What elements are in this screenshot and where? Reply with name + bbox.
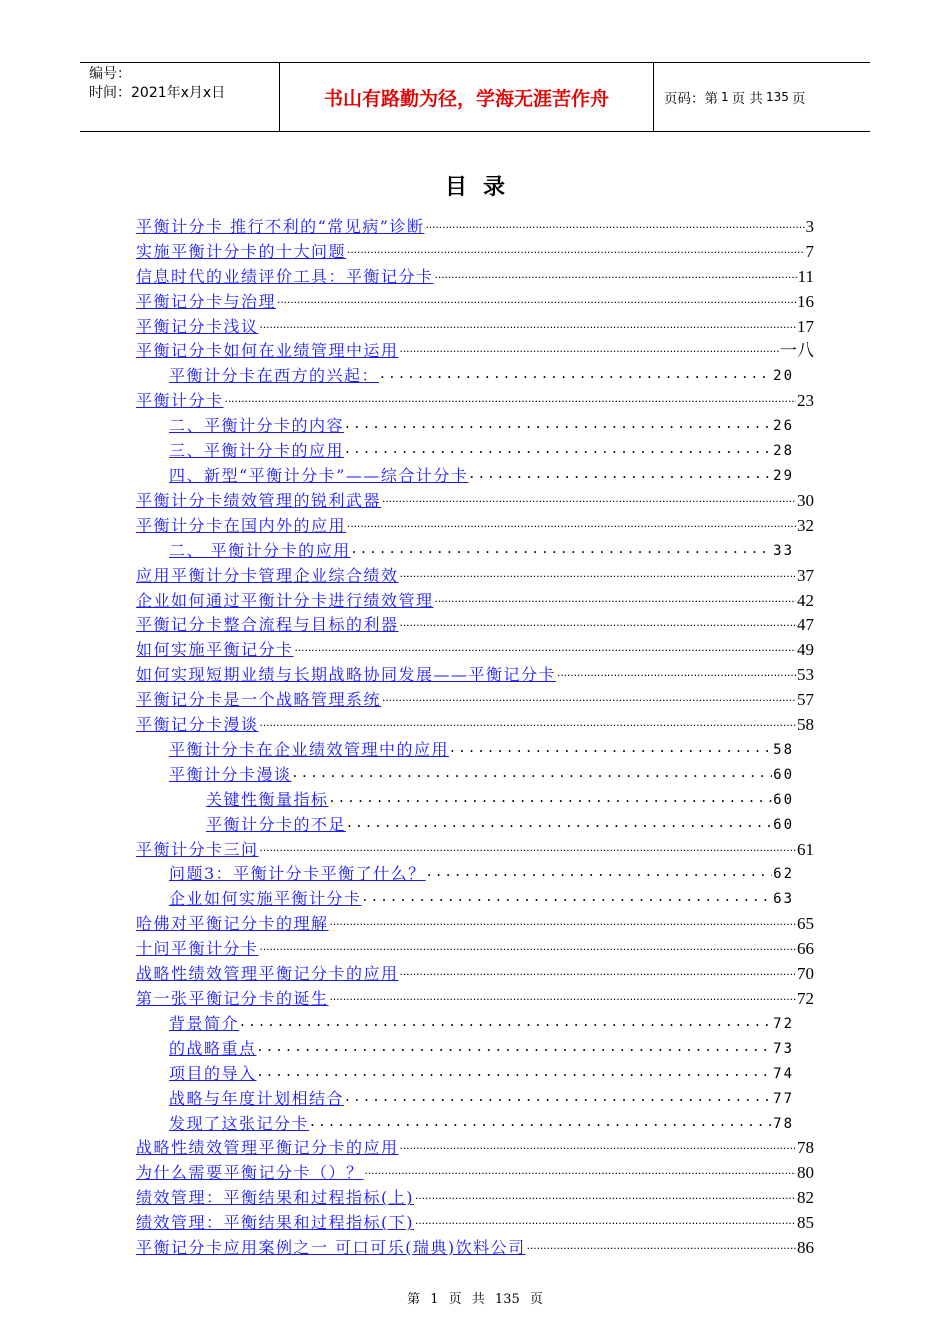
toc-entry-link[interactable]: 企业如何实施平衡计分卡 xyxy=(169,889,362,909)
toc-dot-leader xyxy=(260,314,796,333)
page-prefix: 页码：第 xyxy=(664,91,718,107)
number-label: 编号： xyxy=(89,66,131,82)
toc-entry[interactable] xyxy=(136,1183,814,1208)
toc-entry[interactable] xyxy=(136,386,814,411)
toc-entry[interactable] xyxy=(136,212,814,237)
toc-page-number: 57 xyxy=(797,690,814,710)
toc-entry[interactable] xyxy=(136,411,814,436)
toc-page-number: 86 xyxy=(797,1238,814,1258)
toc-entry-link[interactable]: 平衡计分卡绩效管理的锐利武器 xyxy=(136,490,382,510)
toc-entry[interactable] xyxy=(136,1059,814,1084)
page-total: 135 xyxy=(765,90,789,104)
toc-entry[interactable] xyxy=(136,1134,814,1159)
toc-page-number: 70 xyxy=(797,964,814,984)
toc-page-number: 20 xyxy=(773,368,794,385)
toc-entry-link[interactable]: 如何实施平衡记分卡 xyxy=(136,640,294,660)
toc-page-number: 23 xyxy=(797,391,814,411)
toc-entry-link[interactable]: 平衡记分卡应用案例之一 可口可乐(瑞典)饮料公司 xyxy=(136,1238,526,1258)
toc-entry-link[interactable]: 平衡计分卡的不足 xyxy=(206,814,347,834)
toc-entry[interactable] xyxy=(136,934,814,959)
toc-entry-link[interactable]: 平衡记分卡是一个战略管理系统 xyxy=(136,690,382,710)
toc-page-number: 37 xyxy=(797,565,814,585)
toc-page-number: 16 xyxy=(797,291,814,311)
toc-dot-leader xyxy=(330,788,773,806)
toc-dot-leader xyxy=(260,936,796,955)
toc-dot-leader xyxy=(400,338,779,357)
time-label: 时间：2021年x月x日 xyxy=(89,85,226,101)
toc-entry[interactable] xyxy=(136,461,814,486)
toc-entry[interactable] xyxy=(136,735,814,760)
toc-entry-link[interactable]: 关键性衡量指标 xyxy=(206,789,329,809)
toc-page-number: 77 xyxy=(773,1090,794,1107)
toc-entry-link[interactable]: 平衡记分卡与治理 xyxy=(136,291,277,311)
toc-page-number: 53 xyxy=(797,665,814,685)
toc-dot-leader xyxy=(450,738,772,756)
toc-page-number: 42 xyxy=(797,590,814,610)
toc-page-number: 60 xyxy=(773,766,794,783)
toc-entry[interactable] xyxy=(136,835,814,860)
toc-entry[interactable] xyxy=(136,785,814,810)
toc-dot-leader xyxy=(345,414,772,432)
toc-entry-link[interactable]: 实施平衡计分卡的十大问题 xyxy=(136,241,347,261)
toc-dot-leader xyxy=(293,763,773,781)
toc-entry-link[interactable]: 平衡计分卡 xyxy=(136,391,224,411)
toc-dot-leader xyxy=(435,264,797,283)
toc-dot-leader xyxy=(260,712,796,731)
toc-dot-leader xyxy=(347,513,796,532)
toc-page-number: 17 xyxy=(797,316,814,336)
toc-page-number: 58 xyxy=(773,741,794,758)
toc-page-number: 33 xyxy=(773,542,794,559)
toc-dot-leader xyxy=(382,687,796,706)
toc-entry-link[interactable]: 绩效管理：平衡结果和过程指标(下) xyxy=(136,1213,414,1233)
toc-dot-leader xyxy=(330,911,796,930)
toc-dot-leader xyxy=(295,637,796,656)
toc-entry-link[interactable]: 十问平衡计分卡 xyxy=(136,939,259,959)
toc-entry[interactable] xyxy=(136,337,814,362)
toc-page-number: 82 xyxy=(797,1188,814,1208)
toc-entry[interactable] xyxy=(136,1208,814,1233)
toc-entry[interactable] xyxy=(136,1109,814,1134)
toc-dot-leader xyxy=(345,439,772,457)
toc-page-number: 49 xyxy=(797,640,814,660)
toc-page-number: 72 xyxy=(797,989,814,1008)
toc-page-number: 29 xyxy=(773,467,794,484)
toc-entry-link[interactable]: 平衡计分卡在国内外的应用 xyxy=(136,515,347,535)
toc-dot-leader xyxy=(415,1185,796,1204)
toc-page-number: 61 xyxy=(797,839,814,859)
toc-dot-leader xyxy=(310,1112,772,1130)
toc-entry[interactable] xyxy=(136,810,814,835)
toc-page-number: 60 xyxy=(773,791,794,808)
toc-entry-link[interactable]: 平衡记分卡如何在业绩管理中运用 xyxy=(136,341,399,361)
toc-entry-link[interactable]: 的战略重点 xyxy=(169,1038,257,1058)
toc-dot-leader xyxy=(260,837,796,856)
toc-dot-leader xyxy=(400,961,796,980)
toc-entry-link[interactable]: 应用平衡计分卡管理企业综合绩效 xyxy=(136,565,399,585)
toc-entry[interactable] xyxy=(136,1034,814,1059)
toc-entry-link[interactable]: 平衡记分卡整合流程与目标的利器 xyxy=(136,615,399,635)
toc-entry[interactable] xyxy=(136,1084,814,1109)
toc-page-number: 80 xyxy=(797,1163,814,1183)
toc-page-number: 3 xyxy=(805,216,814,236)
toc-entry-link[interactable]: 四、新型“平衡计分卡”——综合计分卡 xyxy=(169,465,469,485)
toc-entry[interactable] xyxy=(136,1233,814,1258)
table-of-contents xyxy=(136,212,814,1258)
toc-entry-link[interactable]: 绩效管理：平衡结果和过程指标(上) xyxy=(136,1188,414,1208)
toc-page-number: 60 xyxy=(773,816,794,833)
toc-entry[interactable] xyxy=(136,710,814,735)
toc-dot-leader xyxy=(469,464,772,482)
toc-entry-link[interactable]: 背景简介 xyxy=(169,1013,240,1033)
toc-dot-leader xyxy=(240,1012,772,1030)
toc-page-number: 7 xyxy=(805,241,814,261)
toc-dot-leader xyxy=(400,612,796,631)
page-mid: 页 共 xyxy=(731,91,763,107)
toc-dot-leader xyxy=(258,1062,773,1080)
toc-dot-leader xyxy=(277,289,796,308)
header-page-info xyxy=(654,63,870,131)
toc-page-number: 30 xyxy=(797,490,814,510)
toc-entry[interactable] xyxy=(136,561,814,586)
toc-page-number: 28 xyxy=(773,443,794,460)
toc-entry-link[interactable]: 为什么需要平衡记分卡（）？ xyxy=(136,1163,364,1183)
toc-entry[interactable] xyxy=(136,760,814,785)
toc-entry[interactable] xyxy=(136,361,814,386)
toc-dot-leader xyxy=(365,1160,796,1179)
page-suffix: 页 xyxy=(791,91,806,107)
toc-entry[interactable] xyxy=(136,860,814,885)
toc-entry[interactable] xyxy=(136,959,814,984)
toc-page-number: 26 xyxy=(773,418,794,435)
toc-dot-leader xyxy=(363,887,773,905)
toc-entry-link[interactable]: 平衡记分卡浅议 xyxy=(136,316,259,336)
toc-dot-leader xyxy=(330,986,796,1005)
toc-entry[interactable] xyxy=(136,909,814,934)
toc-entry-link[interactable]: 项目的导入 xyxy=(169,1063,257,1083)
toc-entry-link[interactable]: 平衡记分卡漫谈 xyxy=(136,715,259,735)
toc-page-number: 63 xyxy=(773,891,794,908)
toc-dot-leader xyxy=(225,388,796,407)
toc-entry[interactable] xyxy=(136,660,814,685)
toc-dot-leader xyxy=(557,662,796,681)
toc-page-number: 62 xyxy=(773,866,794,883)
toc-dot-leader xyxy=(527,1235,796,1254)
toc-entry-link[interactable]: 平衡计分卡在西方的兴起： xyxy=(169,366,380,386)
toc-page-number: 78 xyxy=(773,1115,794,1132)
toc-entry[interactable] xyxy=(136,536,814,561)
toc-entry[interactable] xyxy=(136,237,814,262)
toc-page-number: 一八 xyxy=(780,341,814,361)
toc-entry-link[interactable]: 战略与年度计划相结合 xyxy=(169,1088,345,1108)
toc-entry[interactable] xyxy=(136,486,814,511)
toc-page-number: 66 xyxy=(797,939,814,959)
toc-entry-link[interactable]: 信息时代的业绩评价工具：平衡记分卡 xyxy=(136,266,434,286)
toc-dot-leader xyxy=(345,1087,772,1105)
toc-entry-link[interactable]: 平衡计分卡在企业绩效管理中的应用 xyxy=(169,739,450,759)
header-meta xyxy=(80,63,280,131)
toc-entry[interactable] xyxy=(136,287,814,312)
toc-entry-link[interactable]: 战略性绩效管理平衡记分卡的应用 xyxy=(136,1138,399,1158)
toc-dot-leader xyxy=(347,239,804,258)
toc-entry-link[interactable]: 第一张平衡记分卡的诞生 xyxy=(136,989,329,1008)
toc-entry[interactable] xyxy=(136,586,814,611)
toc-entry[interactable] xyxy=(136,685,814,710)
toc-title: 目录 xyxy=(444,174,521,200)
toc-dot-leader xyxy=(347,813,772,831)
toc-entry-link[interactable]: 二、平衡计分卡的内容 xyxy=(169,416,345,436)
toc-entry[interactable] xyxy=(136,984,814,1009)
toc-dot-leader xyxy=(415,1210,796,1229)
toc-entry-link[interactable]: 平衡计分卡漫谈 xyxy=(169,764,292,784)
toc-dot-leader xyxy=(400,563,796,582)
toc-entry[interactable] xyxy=(136,511,814,536)
toc-page-number: 72 xyxy=(773,1015,794,1032)
toc-entry[interactable] xyxy=(136,262,814,287)
toc-entry-link[interactable]: 问题3：平衡计分卡平衡了什么？ xyxy=(169,864,426,884)
toc-page-number: 58 xyxy=(797,715,814,735)
toc-dot-leader xyxy=(425,214,804,233)
toc-dot-leader xyxy=(382,488,796,507)
toc-dot-leader xyxy=(400,1135,796,1154)
toc-entry-link[interactable]: 平衡计分卡 推行不利的“常见病”诊断 xyxy=(136,216,425,236)
toc-page-number: 73 xyxy=(773,1040,794,1057)
page-number: 1 xyxy=(721,90,729,104)
toc-dot-leader xyxy=(258,1037,773,1055)
header-motto: 书山有路勤为径，学海无涯苦作舟 xyxy=(280,63,654,131)
toc-page-number: 11 xyxy=(797,266,814,286)
toc-entry-link[interactable]: 战略性绩效管理平衡记分卡的应用 xyxy=(136,964,399,984)
toc-entry[interactable] xyxy=(136,312,814,337)
toc-entry-link[interactable]: 发现了这张记分卡 xyxy=(169,1113,310,1133)
toc-entry-link[interactable]: 企业如何通过平衡计分卡进行绩效管理 xyxy=(136,590,434,610)
toc-dot-leader xyxy=(427,862,772,880)
toc-page-number: 65 xyxy=(797,914,814,934)
page-footer: 第 1 页 共 135 页 xyxy=(407,1292,543,1307)
toc-entry[interactable] xyxy=(136,611,814,636)
toc-page-number: 74 xyxy=(773,1065,794,1082)
toc-page-number: 47 xyxy=(797,615,814,635)
toc-entry-link[interactable]: 平衡计分卡三问 xyxy=(136,839,259,859)
toc-entry[interactable] xyxy=(136,1009,814,1034)
toc-page-number: 32 xyxy=(797,515,814,535)
toc-entry[interactable] xyxy=(136,635,814,660)
toc-entry-link[interactable]: 三、平衡计分卡的应用 xyxy=(169,441,345,461)
toc-dot-leader xyxy=(380,364,772,382)
toc-page-number: 85 xyxy=(797,1213,814,1233)
document-header xyxy=(80,62,870,132)
toc-entry-link[interactable]: 二、 平衡计分卡的应用 xyxy=(169,540,351,560)
toc-entry[interactable] xyxy=(136,884,814,909)
toc-entry-link[interactable]: 哈佛对平衡记分卡的理解 xyxy=(136,914,329,934)
toc-dot-leader xyxy=(435,588,796,607)
toc-entry[interactable] xyxy=(136,1158,814,1183)
toc-entry-link[interactable]: 如何实现短期业绩与长期战略协同发展——平衡记分卡 xyxy=(136,665,557,685)
toc-page-number: 78 xyxy=(797,1138,814,1158)
toc-dot-leader xyxy=(352,539,773,557)
toc-entry[interactable] xyxy=(136,436,814,461)
